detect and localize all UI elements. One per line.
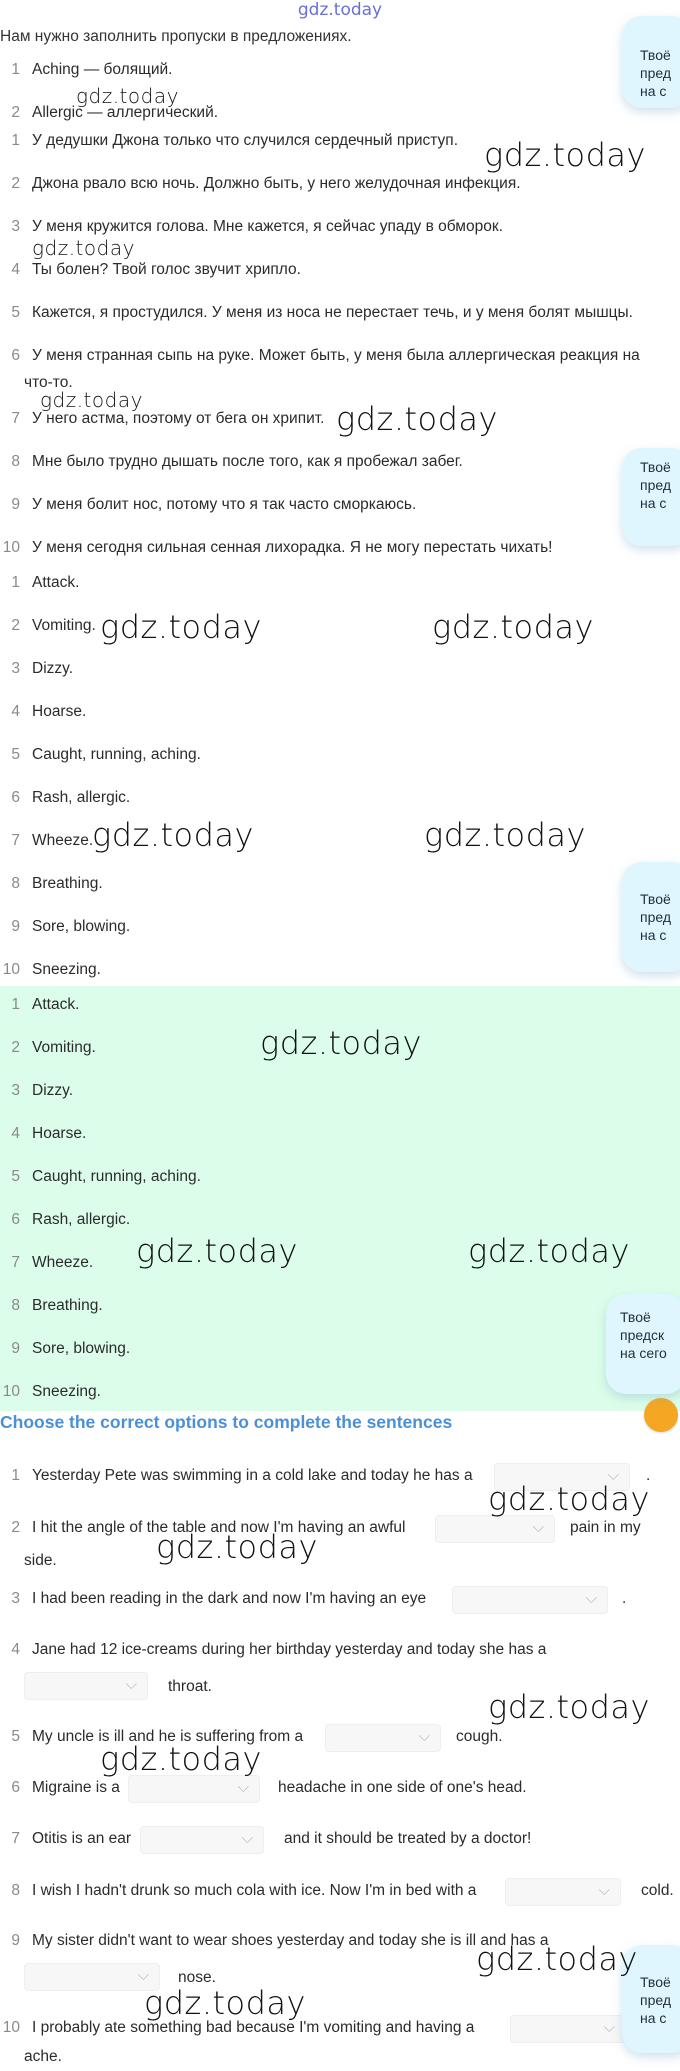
item-text: У меня кружится голова. Мне кажется, я сейчас упаду в обморок. bbox=[32, 218, 503, 235]
sentence-before: Jane had 12 ice-creams during her birthday yesterday and today she has a bbox=[32, 1641, 547, 1658]
sentence-after: throat. bbox=[168, 1678, 212, 1695]
item-text: Sore, blowing. bbox=[32, 918, 131, 935]
item-text: Wheeze. bbox=[32, 832, 94, 849]
item-number: 9 bbox=[11, 496, 20, 513]
item-text: Attack. bbox=[32, 574, 80, 591]
chevron-down-icon: ⌵ bbox=[532, 1519, 544, 1536]
item-number: 8 bbox=[11, 1297, 20, 1314]
item-text: Кажется, я простудился. У меня из носа не перестает течь, и у меня болят мышцы. bbox=[32, 304, 633, 321]
floating-action-button[interactable] bbox=[644, 1398, 678, 1432]
item-text: Hoarse. bbox=[32, 703, 87, 720]
item-number: 5 bbox=[11, 1728, 20, 1745]
sentence-before: My sister didn't want to wear shoes yesterday and today she is ill and has a bbox=[32, 1932, 549, 1949]
item-number: 3 bbox=[11, 1590, 20, 1607]
item-number: 4 bbox=[11, 261, 20, 278]
item-number: 1 bbox=[11, 61, 20, 78]
answer-dropdown[interactable] bbox=[24, 1672, 148, 1700]
item-text-continued: что-то. bbox=[24, 374, 73, 391]
answer-dropdown[interactable] bbox=[505, 1878, 621, 1906]
sentence-before: I hit the angle of the table and now I'm having an awful bbox=[32, 1519, 406, 1536]
item-number: 6 bbox=[11, 1779, 20, 1796]
item-number: 3 bbox=[11, 218, 20, 235]
item-text: Breathing. bbox=[32, 875, 103, 892]
watermark: gdz.today bbox=[484, 136, 646, 174]
item-number: 7 bbox=[11, 1254, 20, 1271]
item-number: 5 bbox=[11, 304, 20, 321]
sentence-before: I wish I hadn't drunk so much cola with ice. Now I'm in bed with a bbox=[32, 1882, 477, 1899]
item-number: 10 bbox=[2, 539, 20, 556]
exercise-title: Choose the correct options to complete the sentences bbox=[0, 1412, 453, 1432]
chevron-down-icon: ⌵ bbox=[607, 1467, 619, 1484]
item-text: Wheeze. bbox=[32, 1254, 94, 1271]
item-number: 7 bbox=[11, 832, 20, 849]
chevron-down-icon: ⌵ bbox=[603, 2019, 615, 2036]
item-number: 6 bbox=[11, 1211, 20, 1228]
sentence-before: Otitis is an ear bbox=[32, 1830, 132, 1847]
answer-dropdown[interactable] bbox=[140, 1826, 264, 1854]
item-number: 4 bbox=[11, 703, 20, 720]
item-text: У меня сегодня сильная сенная лихорадка. Я не могу перестать чихать! bbox=[32, 539, 553, 556]
watermark: gdz.today bbox=[336, 400, 498, 438]
item-text: Dizzy. bbox=[32, 660, 74, 677]
sentence-after: cold. bbox=[641, 1882, 674, 1899]
item-text: Hoarse. bbox=[32, 1125, 87, 1142]
item-number: 1 bbox=[11, 996, 20, 1013]
item-text: Caught, running, aching. bbox=[32, 1168, 201, 1185]
item-number: 9 bbox=[11, 918, 20, 935]
watermark: gdz.today bbox=[488, 1688, 650, 1726]
answer-dropdown[interactable] bbox=[452, 1586, 608, 1614]
item-number: 10 bbox=[2, 2019, 20, 2036]
answer-dropdown[interactable] bbox=[128, 1775, 260, 1803]
item-text: Vomiting. bbox=[32, 1039, 96, 1056]
item-number: 2 bbox=[11, 104, 20, 121]
item-text: Caught, running, aching. bbox=[32, 746, 201, 763]
item-text: У дедушки Джона только что случился сердечный приступ. bbox=[32, 132, 459, 149]
item-number: 9 bbox=[11, 1340, 20, 1357]
watermark: gdz.today bbox=[32, 236, 135, 260]
answer-dropdown[interactable] bbox=[24, 1963, 160, 1991]
item-number: 10 bbox=[2, 961, 20, 978]
item-number: 1 bbox=[11, 574, 20, 591]
sentence-before: My uncle is ill and he is suffering from a bbox=[32, 1728, 304, 1745]
item-number: 7 bbox=[11, 410, 20, 427]
promo-bubble[interactable]: Твоё пред на с bbox=[622, 862, 680, 972]
watermark: gdz.today bbox=[76, 84, 179, 108]
item-number: 2 bbox=[11, 1039, 20, 1056]
item-number: 4 bbox=[11, 1641, 20, 1658]
item-text: У меня болит нос, потому что я так часто сморкаюсь. bbox=[32, 496, 417, 513]
item-number: 1 bbox=[11, 132, 20, 149]
sentence-before: I probably ate something bad because I'm vomiting and having a bbox=[32, 2019, 475, 2036]
item-number: 4 bbox=[11, 1125, 20, 1142]
sentence-after: pain in my bbox=[570, 1519, 641, 1536]
item-text: Vomiting. bbox=[32, 617, 96, 634]
item-text: Dizzy. bbox=[32, 1082, 74, 1099]
sentence-after: headache in one side of one's head. bbox=[278, 1779, 527, 1796]
chevron-down-icon: ⌵ bbox=[125, 1676, 137, 1693]
watermark: gdz.today bbox=[144, 1984, 306, 2022]
item-number: 3 bbox=[11, 660, 20, 677]
item-text: Rash, allergic. bbox=[32, 1211, 131, 1228]
sentence-continued: ache. bbox=[24, 2048, 62, 2065]
sentence-before: Migraine is a bbox=[32, 1779, 120, 1796]
item-number: 3 bbox=[11, 1082, 20, 1099]
item-text: Sneezing. bbox=[32, 961, 101, 978]
item-number: 1 bbox=[11, 1467, 20, 1484]
sentence-after: . bbox=[622, 1590, 627, 1607]
item-number: 6 bbox=[11, 347, 20, 364]
watermark: gdz.today bbox=[100, 1740, 262, 1778]
item-text: Sneezing. bbox=[32, 1383, 101, 1400]
item-number: 2 bbox=[11, 617, 20, 634]
promo-bubble[interactable]: Твоё пред на с bbox=[622, 1945, 680, 2053]
sentence-after: . bbox=[646, 1467, 651, 1484]
item-number: 10 bbox=[2, 1383, 20, 1400]
item-text: Allergic — аллергический. bbox=[32, 104, 219, 121]
sentence-continued: side. bbox=[24, 1552, 57, 1569]
promo-bubble[interactable]: Твоё пред на с bbox=[622, 16, 680, 108]
watermark: gdz.today bbox=[468, 1232, 630, 1270]
item-number: 8 bbox=[11, 1882, 20, 1899]
item-text: У меня странная сыпь на руке. Может быть, у меня была аллергическая реакция на bbox=[32, 347, 640, 364]
item-number: 8 bbox=[11, 453, 20, 470]
watermark: gdz.today bbox=[100, 608, 262, 646]
watermark: gdz.today bbox=[476, 1940, 638, 1978]
item-text: Мне было трудно дышать после того, как я пробежал забег. bbox=[32, 453, 463, 470]
item-number: 2 bbox=[11, 1519, 20, 1536]
watermark: gdz.today bbox=[424, 816, 586, 854]
item-text: Breathing. bbox=[32, 1297, 103, 1314]
item-text: Джона рвало всю ночь. Должно быть, у него желудочная инфекция. bbox=[32, 175, 521, 192]
promo-bubble[interactable]: Твоё предск на сего bbox=[606, 1294, 680, 1394]
chevron-down-icon: ⌵ bbox=[237, 1779, 249, 1796]
item-number: 5 bbox=[11, 746, 20, 763]
watermark: gdz.today bbox=[136, 1232, 298, 1270]
chevron-down-icon: ⌵ bbox=[598, 1882, 610, 1899]
item-number: 5 bbox=[11, 1168, 20, 1185]
chevron-down-icon: ⌵ bbox=[241, 1830, 253, 1847]
chevron-down-icon: ⌵ bbox=[418, 1728, 430, 1745]
chevron-down-icon: ⌵ bbox=[137, 1967, 149, 1984]
watermark: gdz.today bbox=[92, 816, 254, 854]
watermark: gdz.today bbox=[156, 1528, 318, 1566]
sentence-before: Yesterday Pete was swimming in a cold lake and today he has a bbox=[32, 1467, 473, 1484]
watermark: gdz.today bbox=[432, 608, 594, 646]
sentence-after: and it should be treated by a doctor! bbox=[284, 1830, 532, 1847]
item-text: Ты болен? Твой голос звучит хрипло. bbox=[32, 261, 301, 278]
item-text: Attack. bbox=[32, 996, 80, 1013]
watermark: gdz.today bbox=[40, 388, 143, 412]
item-text: У него астма, поэтому от бега он хрипит. bbox=[32, 410, 325, 427]
item-text: Aching — болящий. bbox=[32, 61, 173, 78]
watermark: gdz.today bbox=[260, 1024, 422, 1062]
item-number: 9 bbox=[11, 1932, 20, 1949]
item-number: 7 bbox=[11, 1830, 20, 1847]
watermark: gdz.today bbox=[488, 1480, 650, 1518]
sentence-before: I had been reading in the dark and now I'm having an eye bbox=[32, 1590, 427, 1607]
answer-dropdown[interactable] bbox=[325, 1724, 441, 1752]
answer-dropdown[interactable] bbox=[435, 1515, 555, 1543]
item-number: 2 bbox=[11, 175, 20, 192]
item-number: 6 bbox=[11, 789, 20, 806]
intro-text: Нам нужно заполнить пропуски в предложениях. bbox=[0, 28, 352, 45]
sentence-after: cough. bbox=[456, 1728, 503, 1745]
item-number: 8 bbox=[11, 875, 20, 892]
item-text: Sore, blowing. bbox=[32, 1340, 131, 1357]
answer-dropdown[interactable] bbox=[510, 2015, 626, 2043]
chevron-down-icon: ⌵ bbox=[585, 1590, 597, 1607]
promo-bubble[interactable]: Твоё пред на с bbox=[622, 448, 680, 546]
item-text: Rash, allergic. bbox=[32, 789, 131, 806]
sentence-after: nose. bbox=[178, 1969, 216, 1986]
site-logo[interactable]: gdz.today bbox=[297, 0, 383, 20]
